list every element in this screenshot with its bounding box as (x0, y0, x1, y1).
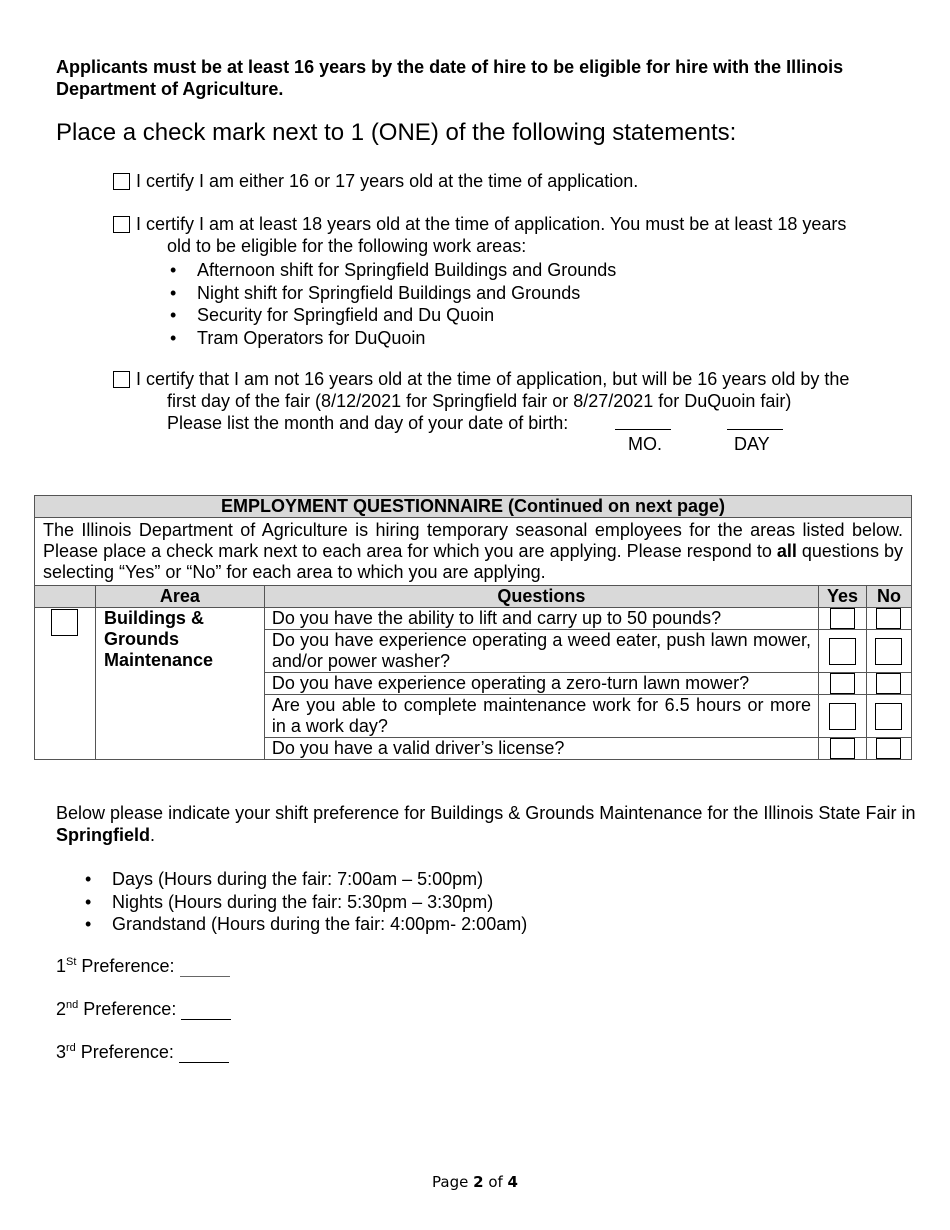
day-label: DAY (734, 434, 770, 454)
second-preference (56, 999, 231, 1020)
statement-3 (113, 368, 913, 434)
shift-text: Below please indicate your shift preference for Buildings & Grounds Maintenance for the Illinois State Fair in (56, 803, 916, 823)
birth-day-field[interactable] (727, 410, 783, 430)
statement-2-line2: old to be eligible for the following work areas: (167, 236, 527, 256)
footer-text: of (483, 1173, 508, 1191)
pref-suffix: nd (66, 999, 79, 1011)
pref-number: 2 (56, 999, 67, 1019)
area-checkbox-cell (35, 608, 96, 760)
month-label: MO. (628, 434, 662, 454)
question-text: Do you have the ability to lift and carry up to 50 pounds? (264, 608, 818, 630)
pref-label: Preference: (75, 1042, 174, 1062)
pref-suffix: rd (66, 1042, 76, 1054)
no-cell (866, 630, 911, 673)
list-item: • Tram Operators for DuQuoin (197, 327, 913, 350)
no-checkbox[interactable] (875, 703, 902, 730)
statement-2-checkbox[interactable] (113, 216, 130, 233)
area-name-line: Maintenance (103, 650, 213, 670)
yes-cell (818, 738, 866, 760)
intro-text: The Illinois Department of Agriculture is hiring temporary seasonal employees for the areas listed below. Please place a check mark next to each area for which you are applying. Please respond to (43, 520, 903, 561)
shift-preference-text (56, 802, 916, 846)
page-number: 2 (473, 1173, 484, 1191)
questionnaire-title: EMPLOYMENT QUESTIONNAIRE (Continued on next page) (35, 496, 912, 518)
statement-1 (113, 170, 638, 192)
shift-location: Springfield (56, 825, 150, 845)
shift-options-list (28, 868, 527, 936)
no-checkbox[interactable] (876, 608, 901, 629)
intro-text-end: questions by selecting “Yes” or “No” for each area to which you are applying. (43, 541, 903, 582)
pref-number: 3 (56, 1042, 67, 1062)
yes-cell (818, 695, 866, 738)
no-column-header: No (866, 586, 911, 608)
yes-cell (818, 630, 866, 673)
statement-3-line2: first day of the fair (8/12/2021 for Springfield fair or 8/27/2021 for DuQuoin fair) (167, 391, 792, 411)
first-preference-field[interactable] (180, 958, 230, 977)
yes-checkbox[interactable] (829, 638, 856, 665)
area-name (95, 608, 264, 760)
page-footer (0, 1173, 950, 1191)
question-text: Do you have a valid driver’s license? (264, 738, 818, 760)
list-item: • Night shift for Springfield Buildings and Grounds (197, 282, 913, 305)
list-item: • Grandstand (Hours during the fair: 4:00pm- 2:00am) (112, 913, 527, 936)
yes-checkbox[interactable] (830, 673, 855, 694)
question-text: Are you able to complete maintenance work for 6.5 hours or more in a work day? (264, 695, 818, 738)
pref-label: Preference: (78, 999, 177, 1019)
no-cell (866, 695, 911, 738)
yes-checkbox[interactable] (830, 738, 855, 759)
third-preference (56, 1042, 229, 1063)
no-cell (866, 673, 911, 695)
instruction-heading: Place a check mark next to 1 (ONE) of the following statements: (56, 119, 737, 146)
no-checkbox[interactable] (876, 738, 901, 759)
employment-questionnaire-table (34, 495, 912, 760)
list-item: • Nights (Hours during the fair: 5:30pm – 3:30pm) (112, 891, 527, 914)
second-preference-field[interactable] (181, 1001, 231, 1020)
area-name-line: Grounds (103, 629, 179, 649)
checkbox-column-header (35, 586, 96, 608)
statement-2 (113, 213, 913, 349)
area-name-line: Buildings & (103, 608, 204, 628)
area-column-header: Area (95, 586, 264, 608)
statement-2-line1: I certify I am at least 18 years old at the time of application. You must be at least 18 years (136, 214, 847, 234)
yes-checkbox[interactable] (830, 608, 855, 629)
questionnaire-intro (35, 518, 912, 586)
question-text: Do you have experience operating a zero-turn lawn mower? (264, 673, 818, 695)
yes-checkbox[interactable] (829, 703, 856, 730)
yes-cell (818, 608, 866, 630)
birth-month-field[interactable] (615, 410, 671, 430)
area-checkbox[interactable] (51, 609, 78, 636)
eligibility-notice: Applicants must be at least 16 years by the date of hire to be eligible for hire with the Illinois Department of Agriculture. (56, 57, 844, 99)
questions-column-header: Questions (264, 586, 818, 608)
third-preference-field[interactable] (179, 1044, 229, 1063)
intro-bold: all (776, 541, 797, 561)
yes-cell (818, 673, 866, 695)
pref-number: 1 (56, 956, 67, 976)
list-item: • Security for Springfield and Du Quoin (197, 304, 913, 327)
pref-label: Preference: (76, 956, 175, 976)
list-item: • Afternoon shift for Springfield Buildings and Grounds (197, 259, 913, 282)
no-cell (866, 608, 911, 630)
no-cell (866, 738, 911, 760)
pref-suffix: St (66, 956, 77, 968)
statement-1-checkbox[interactable] (113, 173, 130, 190)
statement-1-text: I certify I am either 16 or 17 years old at the time of application. (136, 171, 639, 191)
no-checkbox[interactable] (876, 673, 901, 694)
table-row (35, 608, 912, 630)
footer-text: Page (432, 1173, 474, 1191)
yes-column-header: Yes (818, 586, 866, 608)
shift-text-end: . (150, 825, 156, 845)
list-item: • Days (Hours during the fair: 7:00am – 5:00pm) (112, 868, 527, 891)
first-preference (56, 956, 230, 977)
no-checkbox[interactable] (875, 638, 902, 665)
page-total: 4 (507, 1173, 518, 1191)
question-text: Do you have experience operating a weed eater, push lawn mower, and/or power washer? (264, 630, 818, 673)
statement-3-checkbox[interactable] (113, 371, 130, 388)
statement-3-line3: Please list the month and day of your date of birth: (167, 413, 569, 433)
statement-3-line1: I certify that I am not 16 years old at the time of application, but will be 16 years old by the (136, 369, 850, 389)
work-areas-list (113, 259, 913, 349)
